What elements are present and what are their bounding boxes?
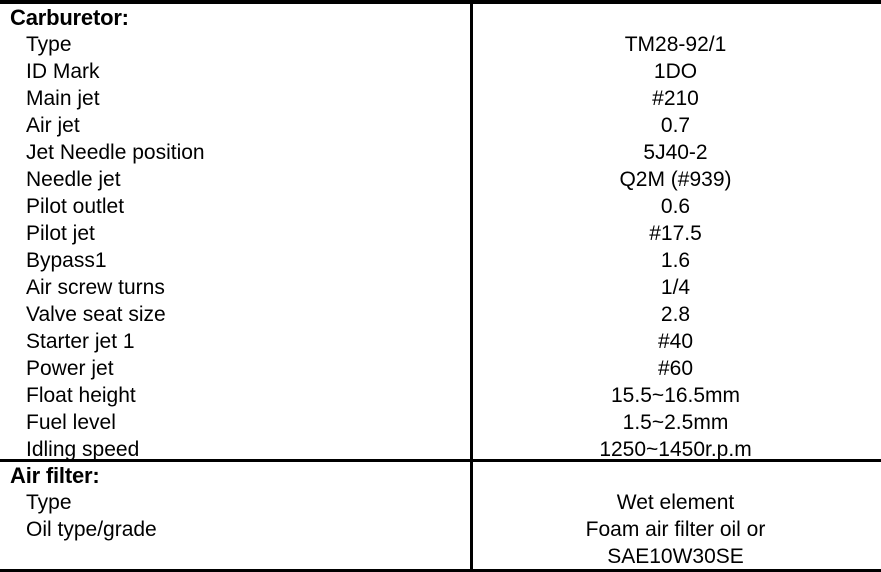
table-row	[0, 328, 881, 355]
table-row	[0, 85, 881, 112]
row-label: Needle jet	[26, 168, 121, 191]
table-row	[0, 301, 881, 328]
row-label: Float height	[26, 384, 136, 407]
row-value: 1.6	[660, 249, 691, 272]
table-row	[0, 31, 881, 58]
row-value-line-1: Foam air filter oil or	[585, 518, 766, 541]
section-carburetor	[0, 4, 881, 463]
table-row	[0, 112, 881, 139]
row-label: Fuel level	[26, 411, 116, 434]
row-value: #40	[657, 330, 694, 353]
row-value-line-2: SAE10W30SE	[607, 545, 744, 568]
row-label: Type	[26, 33, 72, 56]
row-label: ID Mark	[26, 60, 100, 83]
table-row	[0, 355, 881, 382]
row-value: #210	[652, 87, 699, 110]
row-value: 1DO	[653, 60, 698, 83]
table-row	[0, 436, 881, 463]
row-label: Pilot outlet	[26, 195, 125, 218]
row-value: Q2M (#939)	[619, 168, 732, 191]
row-label: Idling speed	[26, 438, 140, 461]
row-value: 1/4	[660, 276, 691, 299]
row-value: Wet element	[616, 491, 735, 514]
row-label: Oil type/grade	[26, 518, 157, 541]
table-row	[0, 139, 881, 166]
row-value: 0.6	[660, 195, 691, 218]
table-row	[0, 58, 881, 85]
table-row	[0, 166, 881, 193]
section-title-carburetor: Carburetor:	[10, 5, 129, 30]
table-row	[0, 516, 881, 568]
row-label: Starter jet 1	[26, 330, 135, 353]
row-value: TM28-92/1	[624, 33, 727, 56]
table-row	[0, 409, 881, 436]
table-row	[0, 274, 881, 301]
table-row	[0, 220, 881, 247]
table-row	[0, 193, 881, 220]
row-value: #60	[657, 357, 694, 380]
table-row	[0, 489, 881, 516]
row-label: Power jet	[26, 357, 114, 380]
row-label: Air jet	[26, 114, 80, 137]
row-value: 5J40-2	[643, 141, 708, 164]
row-label: Valve seat size	[26, 303, 166, 326]
row-value: 1250~1450r.p.m	[599, 438, 752, 461]
row-value: 15.5~16.5mm	[611, 384, 740, 407]
table-row	[0, 382, 881, 409]
row-label: Main jet	[26, 87, 100, 110]
row-label: Pilot jet	[26, 222, 95, 245]
row-label: Jet Needle position	[26, 141, 205, 164]
row-value: 0.7	[660, 114, 691, 137]
row-label: Air screw turns	[26, 276, 165, 299]
row-value-multiline	[470, 516, 881, 570]
table-row	[0, 247, 881, 274]
row-value: #17.5	[649, 222, 702, 245]
section-title-air-filter: Air filter:	[10, 463, 100, 488]
row-value: 1.5~2.5mm	[622, 411, 729, 434]
row-label: Type	[26, 491, 72, 514]
section-air-filter	[0, 462, 881, 568]
row-value: 2.8	[660, 303, 691, 326]
row-label: Bypass1	[26, 249, 107, 272]
